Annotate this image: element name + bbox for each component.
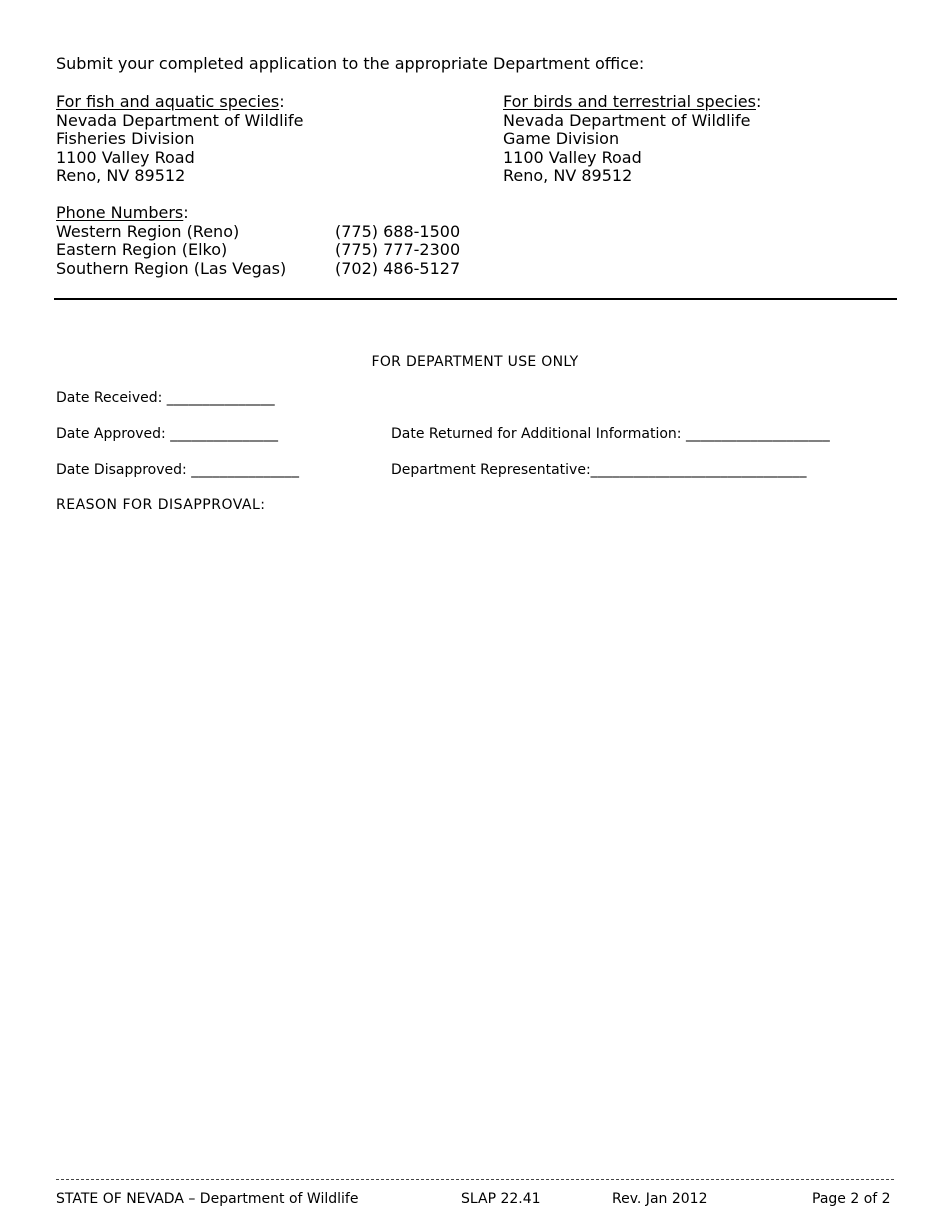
date-disapproved-label: Date Disapproved: xyxy=(56,462,187,478)
date-returned-field xyxy=(391,426,830,442)
submission-instructions: Submit your completed application to the appropriate Department office: xyxy=(56,54,645,73)
fish-office-line: Nevada Department of Wildlife xyxy=(56,110,304,130)
phone-region: Eastern Region (Elko) xyxy=(56,240,228,260)
phone-region: Western Region (Reno) xyxy=(56,221,240,241)
fish-office-heading-colon: : xyxy=(279,92,285,111)
date-approved-blank[interactable]: _______________ xyxy=(170,426,279,442)
birds-office-heading-colon: : xyxy=(755,92,762,111)
phone-region: Southern Region (Las Vegas) xyxy=(56,258,287,278)
department-use-heading: FOR DEPARTMENT USE ONLY xyxy=(371,354,579,370)
footer-agency: STATE OF NEVADA – Department of Wildlife xyxy=(56,1191,359,1207)
fish-office-heading-text: For fish and aquatic species xyxy=(56,92,280,111)
date-approved-label: Date Approved: xyxy=(56,426,166,442)
date-disapproved-field xyxy=(56,462,299,478)
date-received-field xyxy=(56,390,275,406)
date-received-label: Date Received: xyxy=(56,390,163,406)
date-disapproved-blank[interactable]: _______________ xyxy=(191,462,300,478)
date-returned-blank[interactable]: ____________________ xyxy=(685,426,830,442)
date-returned-label: Date Returned for Additional Information: xyxy=(391,426,682,442)
date-received-blank[interactable]: _______________ xyxy=(166,390,275,406)
fish-office-heading xyxy=(56,93,303,112)
date-approved-field xyxy=(56,426,278,442)
section-divider xyxy=(54,298,897,300)
department-representative-field xyxy=(391,462,807,478)
birds-office-heading-text: For birds and terrestrial species xyxy=(503,92,756,111)
footer-revision: Rev. Jan 2012 xyxy=(612,1191,708,1207)
phone-numbers-heading-text: Phone Numbers xyxy=(56,203,184,222)
birds-office-line: Nevada Department of Wildlife xyxy=(503,110,751,130)
fish-office-line: Fisheries Division xyxy=(56,129,195,149)
birds-office-address xyxy=(503,93,761,186)
phone-number: (702) 486-5127 xyxy=(335,258,461,278)
footer-page-number: Page 2 of 2 xyxy=(812,1191,891,1207)
phone-number: (775) 688-1500 xyxy=(335,221,461,241)
fish-office-line: 1100 Valley Road xyxy=(56,147,195,167)
fish-office-address xyxy=(56,93,303,186)
phone-number: (775) 777-2300 xyxy=(335,240,461,260)
department-representative-blank[interactable]: ______________________________ xyxy=(590,462,807,478)
footer-form-id: SLAP 22.41 xyxy=(461,1191,541,1207)
phone-numbers-heading-colon: : xyxy=(183,203,189,222)
birds-office-heading xyxy=(503,93,761,112)
department-representative-label: Department Representative: xyxy=(391,462,591,478)
reason-for-disapproval-label: REASON FOR DISAPPROVAL: xyxy=(56,497,266,513)
birds-office-line: Game Division xyxy=(503,129,620,149)
fish-office-line: Reno, NV 89512 xyxy=(56,166,186,186)
birds-office-line: Reno, NV 89512 xyxy=(503,166,633,186)
footer-rule xyxy=(56,1179,894,1180)
birds-office-line: 1100 Valley Road xyxy=(503,147,642,167)
